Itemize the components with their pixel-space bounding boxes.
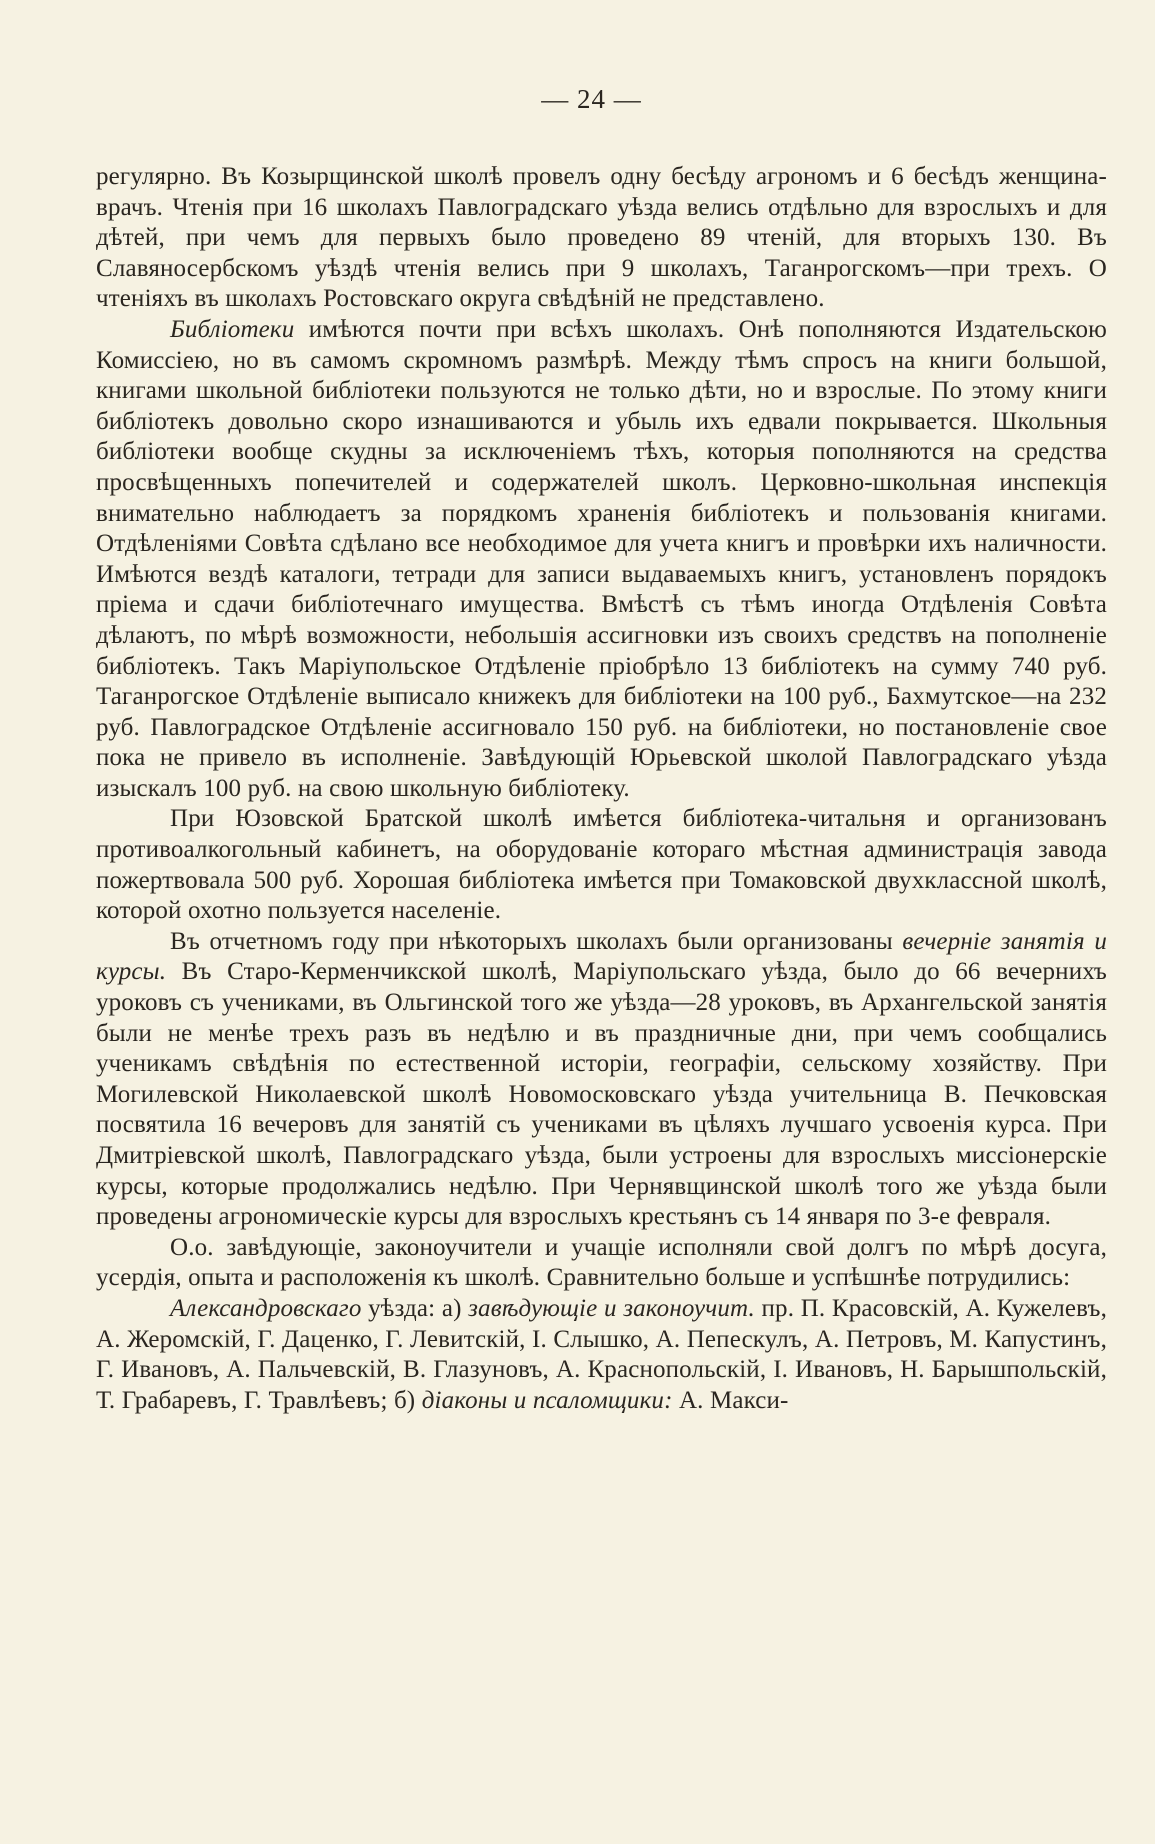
italic-text-run: завѣдующіе и законоучит. (468, 1294, 755, 1322)
text-run: Въ Старо-Керменчикской школѣ, Маріупольскаго уѣзда, было до 66 вечернихъ уроковъ съ учениками, въ Ольгинской того же уѣзда—28 уроковъ, въ Архангельской занятія были не менѣе трехъ разъ въ недѣлю и въ праздничные дни, при чемъ сообщались ученикамъ свѣдѣнія по естественной исторіи, географіи, сельскому хозяйству. При Могилевской Николаевской школѣ Новомосковскаго уѣзда учительница В. Печковская посвятила 16 вечеровъ для занятій съ учениками въ цѣляхъ лучшаго усвоенія курса. При Дмитріевской школѣ, Павлоградскаго уѣзда, были устроены для взрослыхъ миссіонерскіе курсы, которые продолжались недѣлю. При Чернявщинской школѣ того же уѣзда были проведены агрономическіе курсы для взрослыхъ крестьянъ съ 14 января по 3-е февраля. (96, 958, 1107, 1231)
italic-text-run: діаконы и псаломщики: (421, 1386, 673, 1414)
text-run: регулярно. Въ Козырщинской школѣ провелъ одну бесѣду агрономъ и 6 бесѣдъ женщина-врачъ. Чтенія при 16 школахъ Павлоградскаго уѣзда велись отдѣльно для взрослыхъ и для дѣтей, при чемъ для первыхъ было проведено 89 чтеній, для вторыхъ 130. Въ Славяносербскомъ уѣздѣ чтенія велись при 9 школахъ, Таганрогскомъ—при трехъ. О чтеніяхъ въ школахъ Ростовскаго округа свѣдѣній не представлено. (96, 163, 1107, 313)
paragraph (96, 804, 1107, 926)
page-number: — 24 — (541, 84, 642, 114)
text-run: А. Макси- (672, 1386, 789, 1414)
text-run: имѣются почти при всѣхъ школахъ. Онѣ пополняются Издательскою Комиссіею, но въ самомъ скромномъ размѣрѣ. Между тѣмъ спросъ на книги большой, книгами школьной библіотеки пользуются не только дѣти, но и взрослые. По этому книги библіотекъ довольно скоро изнашиваются и убыль ихъ едвали покрывается. Школьныя библіотеки вообще скудны за исключеніемъ тѣхъ, которыя пополняются на средства просвѣщенныхъ попечителей и содержателей школъ. Церковно-школьная инспекція внимательно наблюдаетъ за порядкомъ храненія библіотекъ и пользованія книгами. Отдѣленіями Совѣта сдѣлано все необходимое для учета книгъ и провѣрки ихъ наличности. Имѣются вездѣ каталоги, тетради для записи выдаваемыхъ книгъ, установленъ порядокъ пріема и сдачи библіотечнаго имущества. Вмѣстѣ съ тѣмъ иногда Отдѣленія Совѣта дѣлаютъ, по мѣрѣ возможности, небольшія ассигновки изъ своихъ средствъ на пополненіе библіотекъ. Такъ Маріупольское Отдѣленіе пріобрѣло 13 библіотекъ на сумму 740 руб. Таганрогское Отдѣленіе выписало книжекъ для библіотеки на 100 руб., Бахмутское—на 232 руб. Павлоградское Отдѣленіе ассигновало 150 руб. на библіотеки, но постановленіе свое пока не привело въ исполненіе. Завѣдующій Юрьевской школой Павлоградскаго уѣзда изыскалъ 100 руб. на свою школьную библіотеку. (96, 315, 1107, 802)
paragraph (96, 1233, 1107, 1294)
paragraph (96, 315, 1107, 805)
italic-text-run: Библіотеки (170, 315, 295, 343)
body-text (96, 162, 1107, 1416)
italic-text-run: Александровскаго (170, 1294, 362, 1322)
text-run: пр. П. Красовскій, А. Кужелевъ, А. Жеромскій, Г. Даценко, Г. Левитскій, І. Слышко, А. Пепескулъ, А. Петровъ, М. Капустинъ, Г. Ивановъ, А. Пальчевскій, В. Глазуновъ, А. Краснопольскій, І. Ивановъ, Н. Барышпольскій, Т. Грабаревъ, Г. Травлѣевъ; б) (96, 1294, 1107, 1414)
text-run: уѣзда: а) (361, 1294, 469, 1322)
text-run: Въ отчетномъ году при нѣкоторыхъ школахъ были организованы (170, 927, 903, 955)
paragraph (96, 162, 1107, 315)
paragraph (96, 1294, 1107, 1416)
text-run: При Юзовской Братской школѣ имѣется библіотека-читальня и организованъ противоалкогольный кабинетъ, на оборудованіе котораго мѣстная администрація завода пожертвовала 500 руб. Хорошая библіотека имѣется при Томаковской двухклассной школѣ, которой охотно пользуется населеніе. (96, 805, 1107, 925)
italic-text-run: вечерніе занятія и курсы. (96, 927, 1107, 986)
paragraph (96, 927, 1107, 1233)
text-run: О.о. завѣдующіе, законоучители и учащіе исполняли свой долгъ по мѣрѣ досуга, усердія, опыта и расположенія къ школѣ. Сравнительно больше и успѣшнѣе потрудились: (96, 1233, 1107, 1292)
